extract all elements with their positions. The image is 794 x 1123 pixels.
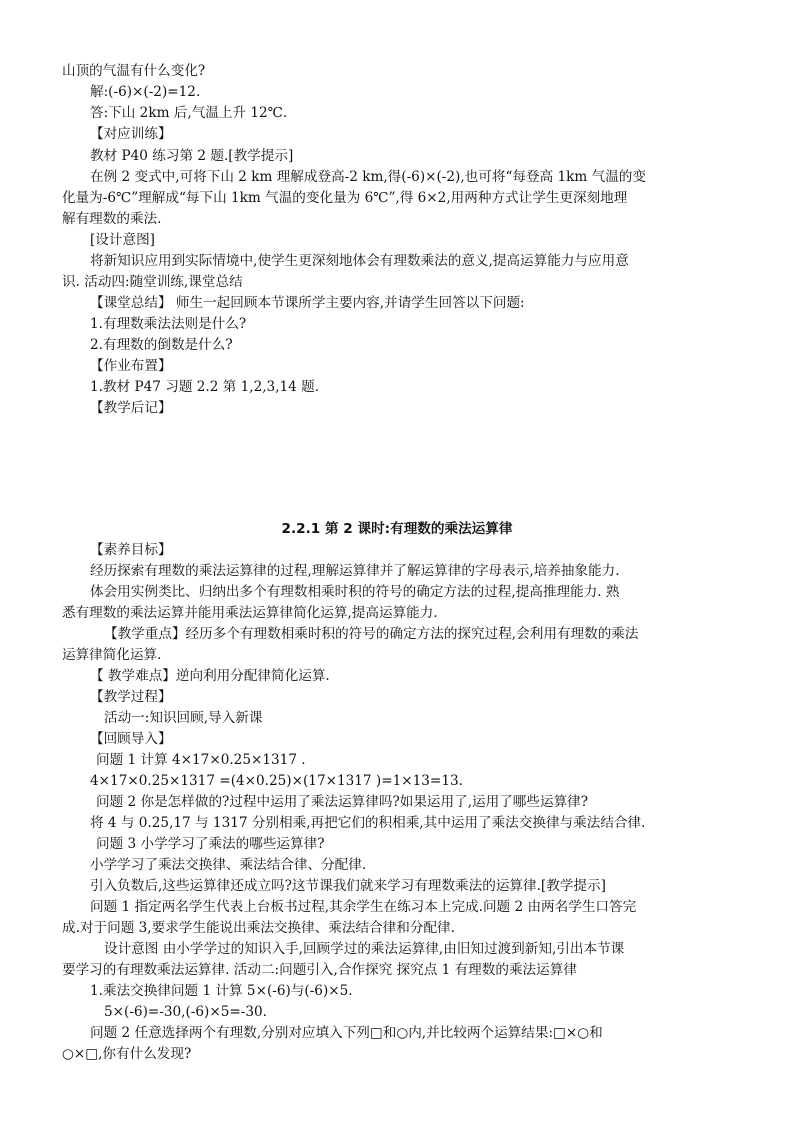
- text-line: 设计意图 由小学学过的知识入手,回顾学过的乘法运算律,由旧知过渡到新知,引出本节课: [104, 941, 625, 957]
- text-line: 经历探索有理数的乘法运算律的过程,理解运算律并了解运算律的字母表示,培养抽象能力.: [90, 563, 620, 579]
- text-line: 在例 2 变式中,可将下山 2 km 理解成登高-2 km,得(-6)×(-2),也可将“每登高 1km 气温的变: [90, 169, 646, 185]
- question-line: ○×□,你有什么发现?: [62, 1046, 192, 1062]
- question-line: 问题 2 你是怎样做的?过程中运用了乘法运算律吗?如果运用了,运用了哪些运算律?: [96, 794, 589, 810]
- question-line: 问题 1 计算 4×17×0.25×1317 .: [96, 752, 306, 768]
- solution-line: 解:(-6)×(-2)=12.: [90, 84, 201, 100]
- text-line: 识. 活动四:随堂训练,课堂总结: [62, 274, 243, 290]
- text-line: 山顶的气温有什么变化?: [62, 63, 206, 79]
- text-line: 将新知识应用到实际情境中,使学生更深刻地体会有理数乘法的意义,提高运算能力与应用意: [90, 253, 629, 269]
- text-line: 成.对于问题 3,要求学生能说出乘法交换律、乘法结合律和分配律.: [62, 920, 455, 936]
- text-line: 问题 1 指定两名学生代表上台板书过程,其余学生在练习本上完成.问题 2 由两名学生口答完: [90, 899, 637, 915]
- text-line: 引入负数后,这些运算律还成立吗?这节课我们就来学习有理数乘法的运算律.[教学提示]: [90, 878, 606, 894]
- question-line: 问题 3 小学学习了乘法的哪些运算律?: [96, 836, 325, 852]
- homework-line: 1.教材 P47 习题 2.2 第 1,2,3,14 题.: [90, 379, 320, 395]
- text-line: 化量为-6℃”理解成“每下山 1km 气温的变化量为 6℃”,得 6×2,用两种方式让学生更深刻地理: [62, 190, 628, 206]
- math-line: 4×17×0.25×1317 =(4×0.25)×(17×1317 )=1×13=13.: [90, 773, 463, 789]
- text-line: 小学学习了乘法交换律、乘法结合律、分配律.: [90, 857, 367, 873]
- text-line: 【 教学难点】逆向利用分配律简化运算.: [90, 668, 330, 684]
- section-heading: [设计意图]: [90, 232, 155, 248]
- text-line: 要学习的有理数乘法运算律. 活动二:问题引入,合作探究 探究点 1 有理数的乘法运算律: [62, 962, 577, 978]
- section-heading: 【教学后记】: [90, 400, 172, 416]
- question-line: 问题 2 任意选择两个有理数,分别对应填入下列□和○内,并比较两个运算结果:□×○和: [90, 1025, 603, 1041]
- question-line: 2.有理数的倒数是什么?: [90, 337, 233, 353]
- text-line: 运算律简化运算.: [62, 647, 162, 663]
- text-line: 活动一:知识回顾,导入新课: [104, 710, 263, 726]
- section-heading: 【作业布置】: [90, 358, 172, 374]
- text-line: 体会用实例类比、归纳出多个有理数相乘时积的符号的确定方法的过程,提高推理能力. 熟: [90, 584, 620, 600]
- section-heading: 【教学过程】: [90, 689, 172, 705]
- text-line: 解有理数的乘法.: [62, 211, 162, 227]
- answer-line: 答:下山 2km 后,气温上升 12℃.: [90, 105, 288, 121]
- section-heading: 【课堂总结】 师生一起回顾本节课所学主要内容,并请学生回答以下问题:: [90, 295, 525, 311]
- question-line: 1.有理数乘法法则是什么?: [90, 316, 247, 332]
- section-heading: 【对应训练】: [90, 126, 172, 142]
- math-line: 5×(-6)=-30,(-6)×5=-30.: [104, 1004, 267, 1020]
- section-title: 2.2.1 第 2 课时:有理数的乘法运算律: [281, 521, 513, 537]
- question-line: 1.乘法交换律问题 1 计算 5×(-6)与(-6)×5.: [90, 983, 353, 999]
- text-line: 【教学重点】经历多个有理数相乘时积的符号的确定方法的探究过程,会利用有理数的乘法: [104, 626, 639, 642]
- text-line: 教材 P40 练习第 2 题.[教学提示]: [90, 148, 294, 164]
- section-heading: 【回顾导入】: [90, 731, 172, 747]
- text-line: 悉有理数的乘法运算并能用乘法运算律简化运算,提高运算能力.: [62, 605, 438, 621]
- section-heading: 【素养目标】: [90, 542, 172, 558]
- text-line: 将 4 与 0.25,17 与 1317 分别相乘,再把它们的积相乘,其中运用了乘法交换律与乘法结合律.: [90, 815, 646, 831]
